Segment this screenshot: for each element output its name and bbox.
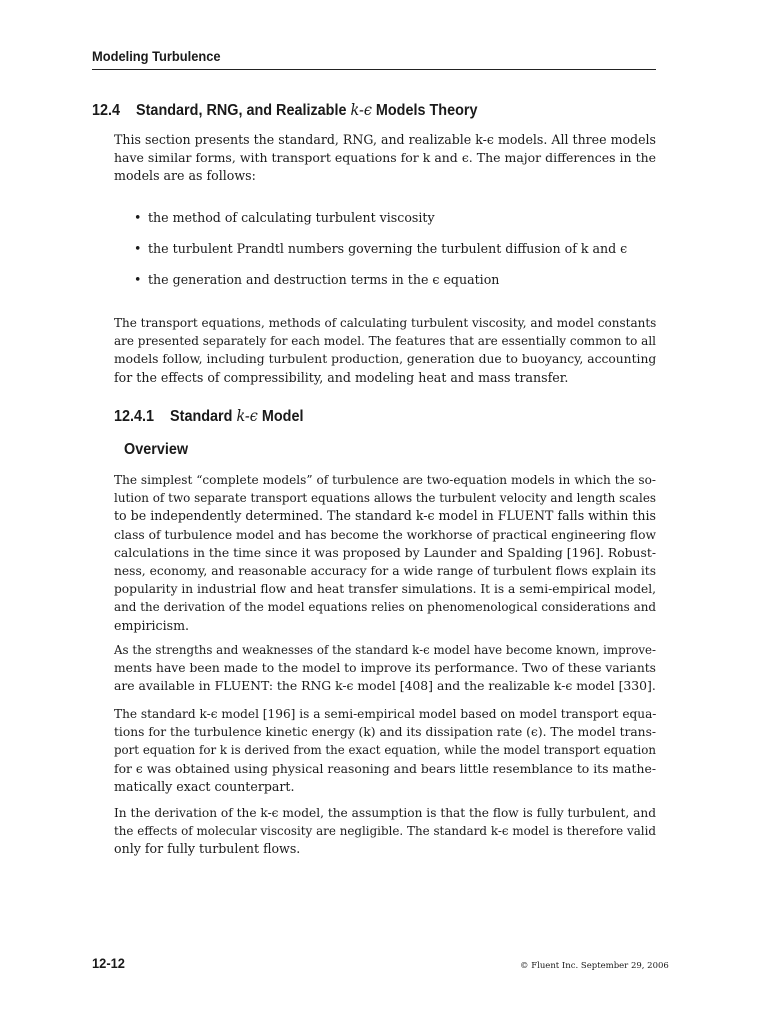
- subsection-title-post: Model: [257, 408, 304, 425]
- list-item: [134, 241, 627, 256]
- overview-paragraph: [114, 471, 656, 635]
- text-line: The standard k-ϵ model [196] is a semi-empirical model based on model transport equa-: [114, 707, 657, 721]
- transport-paragraph: [114, 314, 656, 387]
- text-line: the effects of molecular viscosity are negligible. The standard k-ϵ model is therefore valid: [114, 824, 656, 839]
- text-line: popularity in industrial flow and heat transfer simulations. It is a semi-empirical model,: [114, 582, 656, 597]
- semiempirical-paragraph: [114, 705, 656, 796]
- section-heading: [92, 100, 478, 120]
- section-number: 12.4: [92, 102, 121, 119]
- list-item: [134, 210, 435, 225]
- text-line: port equation for k is derived from the exact equation, while the model transport equation: [114, 743, 656, 758]
- strengths-paragraph: [114, 641, 656, 696]
- text-line: for ϵ was obtained using physical reasoning and bears little resemblance to its mathe-: [114, 760, 656, 776]
- list-item: [134, 272, 499, 287]
- list-item-text: the turbulent Prandtl numbers governing the turbulent diffusion of k and ϵ: [148, 241, 628, 256]
- text-line: class of turbulence model and has become the workhorse of practical engineering flow: [114, 527, 656, 542]
- subsection-title-math: k-ϵ: [236, 406, 258, 425]
- text-line: are available in FLUENT: the RNG k-ϵ model [408] and the realizable k-ϵ model [330].: [114, 678, 656, 694]
- header-rule: [92, 69, 656, 70]
- overview-heading: Overview: [124, 441, 189, 458]
- section-title-math: k-ϵ: [350, 100, 372, 119]
- running-header-title: Modeling Turbulence: [92, 48, 221, 64]
- section-title-pre: Standard, RNG, and Realizable: [136, 102, 351, 119]
- text-line: The transport equations, methods of calculating turbulent viscosity, and model constants: [114, 316, 657, 330]
- text-line: ness, economy, and reasonable accuracy for a wide range of turbulent flows explain its: [114, 564, 656, 579]
- text-line: ments have been made to the model to improve its performance. Two of these variants: [114, 661, 656, 676]
- list-item-text: the method of calculating turbulent viscosity: [148, 210, 435, 225]
- text-line: only for fully turbulent flows.: [114, 841, 301, 857]
- text-line: The simplest “complete models” of turbulence are two-equation models in which the so-: [114, 473, 656, 487]
- text-line: calculations in the time since it was proposed by Launder and Spalding [196]. Robust-: [114, 545, 656, 560]
- text-line: lution of two separate transport equations allows the turbulent velocity and length scales: [114, 491, 656, 506]
- text-line: tions for the turbulence kinetic energy (k) and its dissipation rate (ϵ). The model trans-: [114, 725, 656, 740]
- text-line: In the derivation of the k-ϵ model, the assumption is that the flow is fully turbulent, and: [114, 806, 656, 820]
- copyright-notice: © Fluent Inc. September 29, 2006: [520, 961, 669, 971]
- bullet-icon: •: [134, 241, 142, 256]
- text-line: models follow, including turbulent production, generation due to buoyancy, accounting: [114, 352, 657, 367]
- subsection-heading: [114, 406, 303, 426]
- text-line: This section presents the standard, RNG, and realizable k-ϵ models. All three models: [114, 132, 656, 147]
- bullet-icon: •: [134, 272, 142, 287]
- intro-paragraph: [114, 131, 656, 186]
- subsection-title-pre: Standard: [170, 408, 237, 425]
- text-line: As the strengths and weaknesses of the standard k-ϵ model have become known, improve-: [114, 643, 656, 657]
- list-item-text: the generation and destruction terms in the ϵ equation: [148, 272, 500, 287]
- bullet-icon: •: [134, 210, 142, 225]
- text-line: for the effects of compressibility, and modeling heat and mass transfer.: [114, 369, 569, 385]
- derivation-paragraph: [114, 804, 656, 859]
- subsection-number: 12.4.1: [114, 408, 155, 425]
- text-line: models are as follows:: [114, 168, 256, 184]
- text-line: to be independently determined. The standard k-ϵ model in FLUENT falls within this: [114, 508, 656, 524]
- section-title-post: Models Theory: [371, 102, 478, 119]
- text-line: are presented separately for each model. The features that are essentially common to all: [114, 334, 657, 349]
- text-line: have similar forms, with transport equations for k and ϵ. The major differences in the: [114, 150, 656, 166]
- text-line: and the derivation of the model equations relies on phenomenological considerations and: [114, 600, 656, 615]
- page-number: 12-12: [92, 955, 125, 971]
- text-line: empiricism.: [114, 617, 190, 633]
- text-line: matically exact counterpart.: [114, 778, 295, 794]
